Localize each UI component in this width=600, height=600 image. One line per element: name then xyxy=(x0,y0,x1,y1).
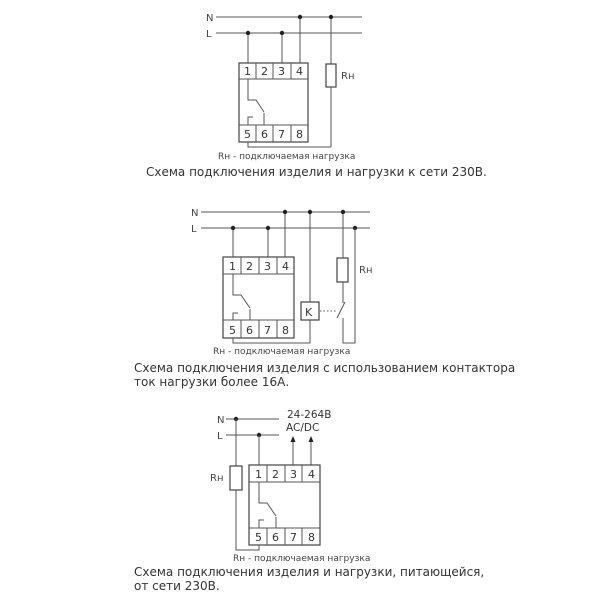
junction-dot xyxy=(280,31,284,35)
contactor-label: K xyxy=(305,306,313,319)
terminal-3: 3 xyxy=(290,468,297,481)
terminal-1: 1 xyxy=(229,260,236,273)
caption-line-2: от сети 230В. xyxy=(134,579,220,593)
supply-type: AC/DC xyxy=(286,422,320,434)
diagram-1 xyxy=(146,13,487,179)
n-label: N xyxy=(206,13,214,24)
terminal-8: 8 xyxy=(308,531,315,544)
terminal-4: 4 xyxy=(308,468,315,481)
junction-dot xyxy=(283,210,287,214)
diagram-2 xyxy=(134,208,515,389)
junction-dot xyxy=(246,31,250,35)
terminal-5: 5 xyxy=(255,531,262,544)
contactor-contact xyxy=(337,228,355,343)
terminal-2: 2 xyxy=(272,468,279,481)
terminal-6: 6 xyxy=(272,531,279,544)
terminal-2: 2 xyxy=(246,260,253,273)
terminal-3: 3 xyxy=(278,65,285,78)
arrow-up-icon xyxy=(309,436,314,442)
junction-dot xyxy=(298,15,302,19)
arrow-up-icon xyxy=(291,436,296,442)
wire-5-to-load xyxy=(248,142,331,147)
terminal-1: 1 xyxy=(244,65,251,78)
l-label: L xyxy=(217,431,223,442)
terminal-4: 4 xyxy=(296,65,303,78)
terminal-7: 7 xyxy=(290,531,297,544)
terminal-8: 8 xyxy=(282,324,289,337)
junction-dot xyxy=(329,15,333,19)
legend: Rн - подключаемая нагрузка xyxy=(213,347,351,357)
terminal-2: 2 xyxy=(261,65,268,78)
diagram-3 xyxy=(134,409,484,593)
junction-dot xyxy=(266,226,270,230)
caption-line-1: Схема подключения изделия с использованием контактора xyxy=(134,361,516,375)
junction-dot xyxy=(231,226,235,230)
load-resistor xyxy=(230,466,242,490)
terminal-5: 5 xyxy=(229,324,236,337)
terminal-6: 6 xyxy=(246,324,253,337)
legend: Rн - подключаемая нагрузка xyxy=(218,152,356,162)
terminal-5: 5 xyxy=(244,128,251,141)
legend: Rн - подключаемая нагрузка xyxy=(233,554,371,564)
supply-voltage: 24-264В xyxy=(287,409,332,421)
terminal-7: 7 xyxy=(278,128,285,141)
terminal-6: 6 xyxy=(261,128,268,141)
l-label: L xyxy=(191,224,197,235)
rh-label: Rн xyxy=(341,71,355,82)
terminal-7: 7 xyxy=(264,324,271,337)
junction-dot xyxy=(341,210,345,214)
terminal-4: 4 xyxy=(282,260,289,273)
caption-line-2: ток нагрузки более 16А. xyxy=(134,375,290,389)
terminal-1: 1 xyxy=(255,468,262,481)
n-label: N xyxy=(191,208,199,219)
rh-label: Rн xyxy=(359,265,373,276)
caption: Схема подключения изделия и нагрузки к сети 230В. xyxy=(146,165,487,179)
terminal-8: 8 xyxy=(296,128,303,141)
load-resistor xyxy=(326,64,336,87)
caption-line-1: Схема подключения изделия и нагрузки, питающейся, xyxy=(134,565,485,579)
terminal-3: 3 xyxy=(264,260,271,273)
load-resistor xyxy=(337,258,348,282)
rh-label: Rн xyxy=(210,473,224,484)
junction-dot xyxy=(308,210,312,214)
n-label: N xyxy=(217,415,225,426)
l-label: L xyxy=(206,29,212,40)
